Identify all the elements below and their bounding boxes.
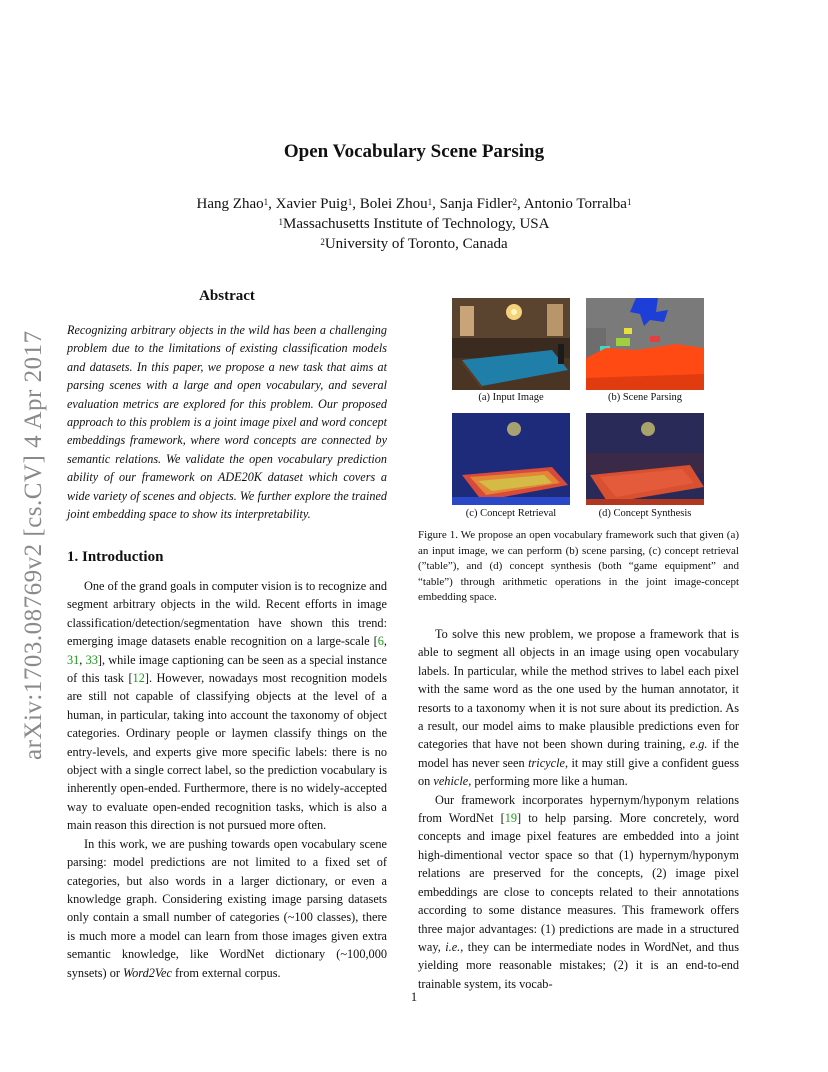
arxiv-id-text: arXiv:1703.08769v2 [cs.CV] 4 Apr 2017 — [20, 330, 47, 760]
author-name: Hang Zhao — [196, 196, 264, 212]
citation-link[interactable]: 31 — [67, 652, 80, 667]
right-column-body — [418, 625, 739, 993]
arxiv-stamp — [18, 290, 48, 760]
author-name: Antonio Torralba — [523, 196, 627, 212]
citation-link[interactable]: 33 — [85, 652, 98, 667]
figure-concept-retrieval — [452, 413, 570, 505]
section-heading-introduction: 1. Introduction — [67, 549, 164, 565]
author-name: Sanja Fidler — [439, 196, 513, 212]
affiliation-2: $^2$University of Toronto, Canada — [320, 236, 508, 252]
introduction-body — [67, 577, 387, 982]
abstract-heading: Abstract — [199, 288, 255, 304]
citation-link[interactable]: 6 — [377, 634, 384, 649]
figure-input-image — [452, 298, 570, 390]
author-list: Hang Zhao$^1$, Xavier Puig$^1$, Bolei Zhou$^1$, Sanja Fidler$^2$, Antonio Torralba$^1$ — [196, 196, 632, 212]
author-block — [0, 194, 828, 254]
paragraph: One of the grand goals in computer vision is to recognize and segment arbitrary objects in the wild. Recent efforts in image classification/detection/segmentation have shown this trend: emerging image datasets enable recognition on a large-scale [6, 31, 33], while image captioning can be seen as a special instance of this task [12]. However, nowadays most recognition models are still not capable of classifying objects at the level of a human, in particular, taking into account the taxonomy of object categories. Ordinary people or laymen classify things on the entry-levels, and experts give more specific labels: there is no object with a single correct label, so the prediction vocabulary is inherently open-ended. Furthermore, there is no widely-accepted way to evaluate open-ended recognition tasks, which is also a main reason this direction is not pursued more often. — [67, 579, 387, 833]
citation-link[interactable]: 12 — [132, 671, 145, 686]
subfigure-caption-a: (a) Input Image — [478, 392, 544, 403]
paragraph: To solve this new problem, we propose a framework that is able to segment all objects in an image using open vocabulary labels. In particular, while the method strives to label each pixel with the same word as the one used by the human annotator, it resorts to a taxonomy when it is not sure about its prediction. As a result, our model aims to make plausible predictions even for categories that have not been shown during training, e.g. if the model has never seen tricycle, it may still give a confident guess on vehicle, performing more like a human. — [418, 627, 739, 789]
abstract-text: Recognizing arbitrary objects in the wild has been a challenging problem due to the limitations of existing classification models and datasets. In this paper, we propose a new task that aims at parsing scenes with a large and open vocabulary, and several evaluation metrics are explored for this problem. Our proposed approach to this problem is a joint image pixel and word concept embeddings framework, where word concepts are connected by semantic relations. We validate the open vocabulary prediction ability of our framework on ADE20K dataset which covers a wide variety of scenes and objects. We further explore the trained joint embedding space to show its interpretability. — [67, 323, 387, 522]
subfigure-caption-b: (b) Scene Parsing — [607, 392, 683, 403]
figure-caption: Figure 1. We propose an open vocabulary framework such that given (a) an input image, we can perform (b) scene parsing, (c) concept retrieval (”table”), and (d) concept synthesis (both “game equipment” and “table”) through arithmetic operations in the joint image-concept embedding space. — [418, 529, 739, 603]
affiliation-1: $^1$Massachusetts Institute of Technology, USA — [278, 216, 550, 232]
subfigure-caption-c: (c) Concept Retrieval — [465, 508, 557, 519]
author-name: Bolei Zhou — [359, 196, 428, 212]
figure-concept-synthesis — [586, 413, 704, 505]
citation-link[interactable]: 19 — [504, 811, 518, 826]
subfigure-caption-d: (d) Concept Synthesis — [598, 508, 692, 519]
paper-title: Open Vocabulary Scene Parsing — [283, 141, 545, 162]
page-number: 1 — [410, 990, 418, 1004]
paragraph: In this work, we are pushing towards open vocabulary scene parsing: model predictions are not limited to a fixed set of categories, but also words in a larger dictionary, or even a knowledge graph. Considering existing image parsing datasets only contain a small number of categories (~100 classes), there is much more a model can learn from those images given extra semantic knowledge, like WordNet dictionary (~100,000 synsets) or Word2Vec from external corpus. — [67, 836, 387, 980]
author-name: Xavier Puig — [275, 196, 348, 212]
paragraph: Our framework incorporates hypernym/hyponym relations from WordNet [19] to help parsing. More concretely, word concepts and image pixel features are embedded into a joint high-dimentional vector space so that (1) hypernym/hyponym relations are preserved for the concepts, (2) image pixel embeddings are close to concepts related to their annotations according to some distance measures. This framework offers three major advantages: (1) predictions are made in a structured way, i.e., they can be intermediate nodes in WordNet, and thus yielding more reasonable mistakes; (2) it is an end-to-end trainable system, its vocab- — [418, 792, 739, 991]
figure-scene-parsing — [586, 298, 704, 390]
